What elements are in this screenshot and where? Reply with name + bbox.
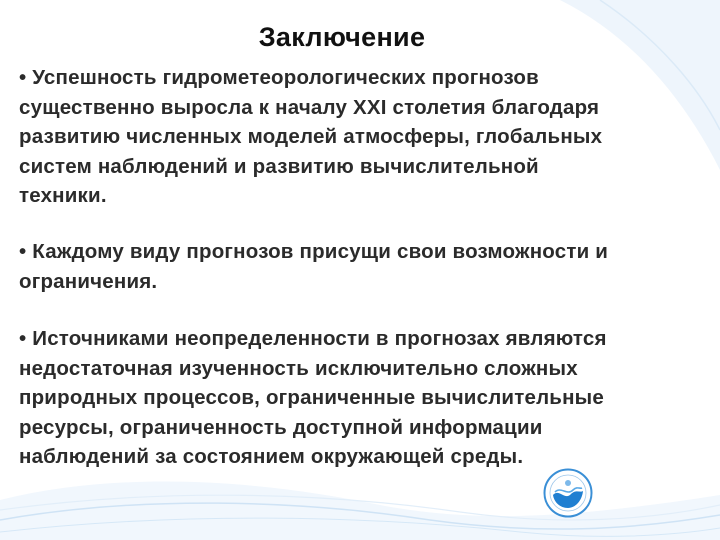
bullet-line: развитию численных моделей атмосферы, глобальных (19, 125, 603, 148)
bullet-success (19, 63, 709, 211)
bullet-line: существенно выросла к началу XXI столетия благодаря (19, 95, 600, 119)
bullet-line: природных процессов, ограниченные вычислительные (19, 386, 604, 409)
bullet-line: наблюдений за состоянием окружающей среды. (19, 445, 524, 468)
bullet-line: техники. (19, 184, 107, 207)
bullet-line: ресурсы, ограниченность доступной информации (19, 415, 543, 439)
bullet-line: ограничения. (19, 269, 158, 293)
bullet-line: систем наблюдений и развитию вычислительной (19, 154, 539, 178)
bullet-line: недостаточная изученность исключительно сложных (19, 356, 578, 380)
bullet-line: • Каждому виду прогнозов присущи свои возможности и (19, 240, 609, 263)
roshydromet-emblem-icon (543, 468, 593, 518)
slide-title: Заключение (258, 22, 426, 52)
bullet-uncertainty (19, 324, 709, 472)
bullet-limitations (19, 237, 709, 296)
bullet-line: • Успешность гидрометеорологических прогнозов (19, 66, 539, 89)
bullet-line: • Источниками неопределенности в прогнозах являются (19, 327, 607, 350)
